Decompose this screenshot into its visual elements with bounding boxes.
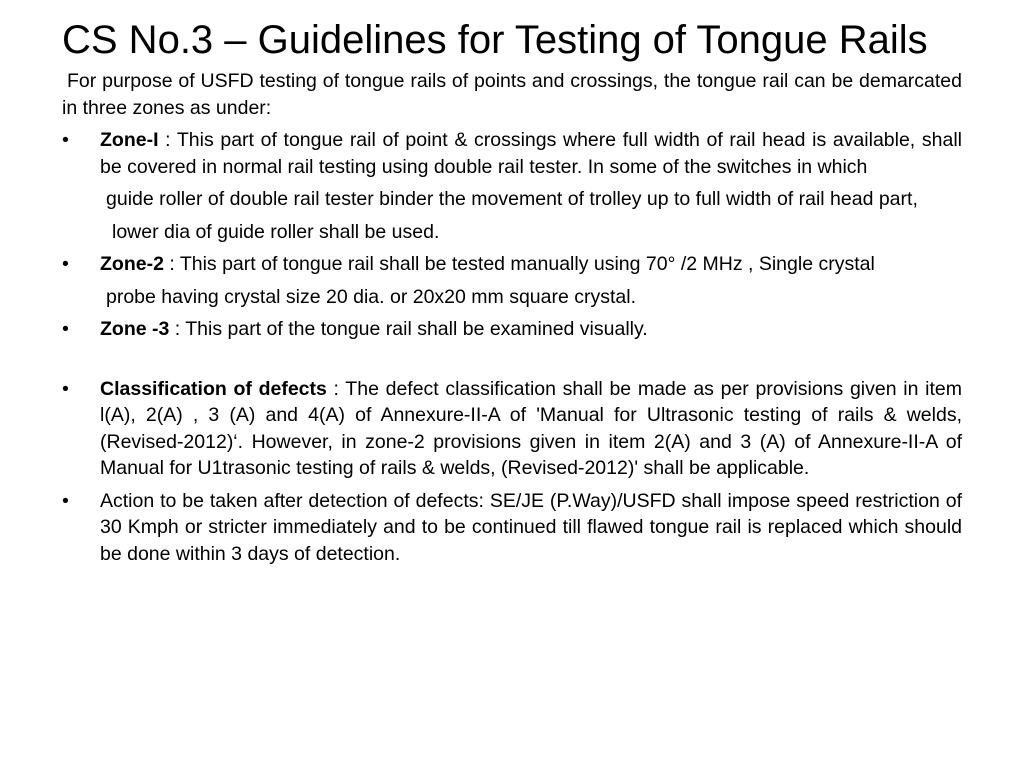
bullet-icon: •: [62, 253, 69, 275]
classification-label: Classification of defects: [100, 377, 327, 400]
zone-1-label: Zone-I: [100, 129, 159, 151]
zone-2-label: Zone-2: [100, 253, 164, 275]
bullet-icon: •: [62, 489, 69, 512]
bullet-zone-3: [62, 316, 962, 343]
zone-1-continuation-1: guide roller of double rail tester binder the movement of trolley up to full width of rail head part,: [106, 188, 918, 210]
classification-text: : The defect classification shall be made as per provisions given in item l(A), 2(A) , 3 (A) and 4(A) of Annexure-II-A of 'Manual for Ultrasonic testing of rails & welds, (Revised-2012)‘. However, in zone-2 provisions given in item 2(A) and 3 (A) of Annexure-II-A of Manual for U1trasonic testing of rails & welds, (Revised-2012)' shall be applicable.: [100, 377, 962, 479]
zone-1-continuation-2: lower dia of guide roller shall be used.: [112, 220, 440, 243]
zone-3-label: Zone -3: [100, 318, 170, 340]
slide-body: [62, 68, 962, 567]
zone-2-text: : This part of tongue rail shall be tested manually using 70° /2 MHz , Single crystal: [163, 253, 875, 275]
bullet-zone-2: [62, 251, 962, 278]
intro-paragraph: For purpose of USFD testing of tongue rails of points and crossings, the tongue rail can be demarcated in three zones as under:: [62, 70, 962, 119]
bullet-action: [62, 488, 962, 568]
bullet-icon: •: [62, 377, 69, 400]
zone-1-text: : This part of tongue rail of point & crossings where full width of rail head is available, shall be covered in normal rail testing using double rail tester. In some of the switches in which: [100, 129, 962, 178]
bullet-zone-1: [62, 127, 962, 180]
bullet-icon: •: [62, 129, 69, 151]
bullet-classification: [62, 376, 962, 482]
bullet-icon: •: [62, 318, 69, 340]
zone-3-text: : This part of the tongue rail shall be examined visually.: [169, 318, 648, 340]
zone-2-continuation-1: probe having crystal size 20 dia. or 20x20 mm square crystal.: [106, 285, 636, 308]
action-text: Action to be taken after detection of defects: SE/JE (P.Way)/USFD shall impose speed restriction of 30 Kmph or stricter immediately and to be continued till flawed tongue rail is replaced which should be done within 3 days of detection.: [100, 489, 962, 565]
spacer: [62, 343, 962, 370]
page-title: CS No.3 – Guidelines for Testing of Tongue Rails: [62, 18, 928, 62]
